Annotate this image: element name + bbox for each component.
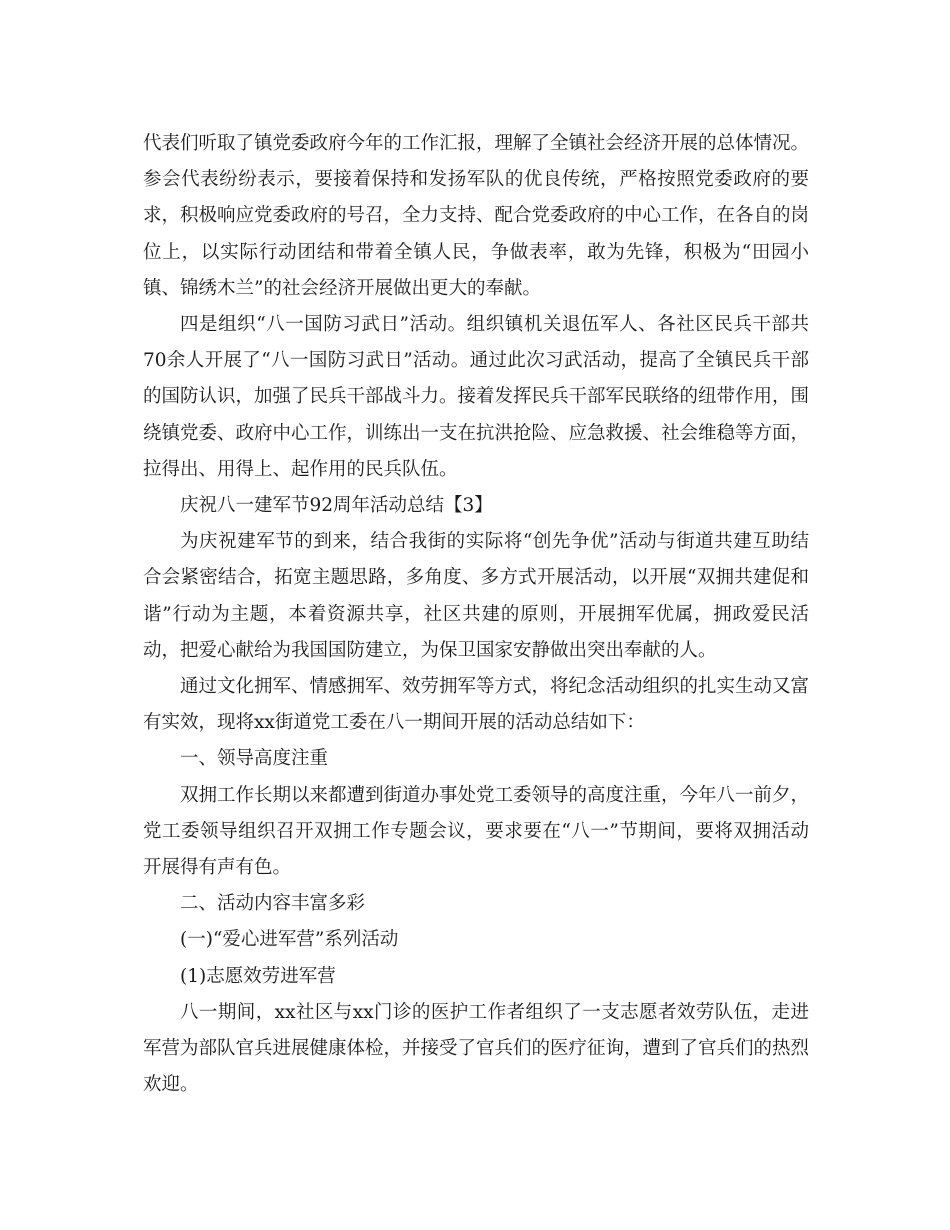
subheading-volunteer: (1)志愿效劳进军营 bbox=[180, 965, 336, 987]
paragraph-2: 四是组织“八一国防习武日”活动。组织镇机关退伍军人、各社区民兵干部共70余人开展了“八一国防习武日”活动。通过此次习武活动，提高了全镇民兵干部的国防认识，加强了民兵干部战斗力。接着发挥民兵干部军民联络的纽带作用，围绕镇党委、政府中心工作，训练出一支在抗洪抢险、应急救援、社会维稳等方面，拉得出、用得上、起作用的民兵队伍。 bbox=[143, 314, 810, 480]
subheading-love-camp: (一)“爱心进军营”系列活动 bbox=[180, 929, 399, 951]
heading-activities: 二、活动内容丰富多彩 bbox=[180, 893, 366, 915]
paragraph-11: 八一期间，xx社区与xx门诊的医护工作者组织了一支志愿者效劳队伍，走进军营为部队官兵进展健康体检，并接受了官兵们的医疗征询，遭到了官兵们的热烈欢迎。 bbox=[143, 1001, 810, 1096]
section-heading-3: 庆祝八一建军节92周年活动总结【3】 bbox=[180, 495, 493, 517]
document-body bbox=[143, 126, 809, 1103]
paragraph-5: 通过文化拥军、情感拥军、效劳拥军等方式，将纪念活动组织的扎实生动又富有实效，现将xx街道党工委在八一期间开展的活动总结如下： bbox=[143, 676, 810, 734]
paragraph-1: 代表们听取了镇党委政府今年的工作汇报，理解了全镇社会经济开展的总体情况。参会代表纷纷表示，要接着保持和发扬军队的优良传统，严格按照党委政府的要求，积极响应党委政府的号召，全力支持、配合党委政府的中心工作，在各自的岗位上，以实际行动团结和带着全镇人民，争做表率，敢为先锋，积极为“田园小镇、锦绣木兰”的社会经济开展做出更大的奉献。 bbox=[143, 133, 810, 299]
paragraph-7: 双拥工作长期以来都遭到街道办事处党工委领导的高度注重，今年八一前夕，党工委领导组织召开双拥工作专题会议，要求要在“八一”节期间，要将双拥活动开展得有声有色。 bbox=[143, 784, 810, 879]
paragraph-4: 为庆祝建军节的到来，结合我街的实际将“创先争优”活动与街道共建互助结合会紧密结合，拓宽主题思路，多角度、多方式开展活动，以开展“双拥共建促和谐”行动为主题，本着资源共享，社区共建的原则，开展拥军优属，拥政爱民活动，把爱心献给为我国国防建立，为保卫国家安静做出突出奉献的人。 bbox=[143, 531, 809, 661]
heading-leadership: 一、领导高度注重 bbox=[180, 748, 329, 770]
